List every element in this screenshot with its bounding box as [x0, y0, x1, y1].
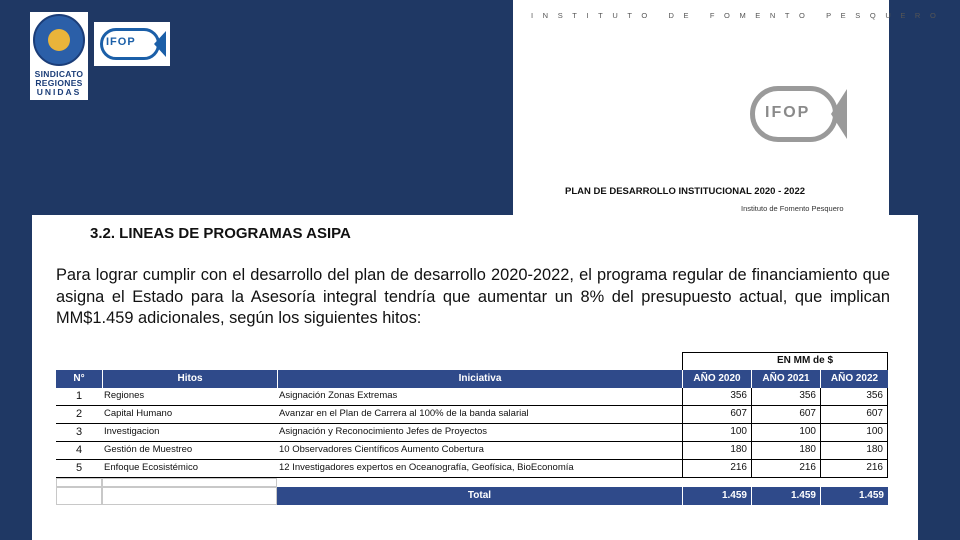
total-2021: 1.459: [751, 487, 820, 505]
row-2020: 180: [682, 442, 751, 460]
total-blank-n: [56, 487, 102, 505]
header-2020: AÑO 2020: [682, 370, 751, 388]
union-logo-line1: SINDICATO: [34, 69, 84, 79]
union-emblem-icon: [33, 14, 85, 66]
row-number: 1: [56, 388, 102, 406]
row-hito: Investigacion: [102, 424, 277, 442]
section-paragraph: Para lograr cumplir con el desarrollo del plan de desarrollo 2020-2022, el programa regular de financiamiento que asigna el Estado para la Asesoría integral tendría que aumentar un 8% del presupuesto actual, que implican MM$1.459 adicionales, según los siguientes hitos:: [56, 266, 890, 327]
row-hito: Enfoque Ecosistémico: [102, 460, 277, 478]
total-blank-hitos: [102, 487, 277, 505]
row-hito: Capital Humano: [102, 406, 277, 424]
header-n: N°: [56, 370, 102, 388]
row-2022: 216: [820, 460, 888, 478]
header-iniciativa: Iniciativa: [277, 370, 682, 388]
total-2020: 1.459: [682, 487, 751, 505]
cover-plan-title: PLAN DE DESARROLLO INSTITUCIONAL 2020 - 2022: [565, 186, 806, 197]
row-2022: 356: [820, 388, 888, 406]
row-number: 3: [56, 424, 102, 442]
plan-cover: [513, 0, 946, 215]
row-iniciativa: Asignación y Reconocimiento Jefes de Proyectos: [277, 424, 682, 442]
row-2021: 100: [751, 424, 820, 442]
ifop-logo-text: IFOP: [106, 36, 136, 48]
row-hito: Regiones: [102, 388, 277, 406]
total-2022: 1.459: [820, 487, 888, 505]
row-number: 2: [56, 406, 102, 424]
union-logo: [30, 12, 88, 100]
row-2021: 356: [751, 388, 820, 406]
row-2021: 180: [751, 442, 820, 460]
section-heading: 3.2. LINEAS DE PROGRAMAS ASIPA: [90, 225, 351, 242]
row-2022: 100: [820, 424, 888, 442]
cover-logo-text: IFOP: [765, 104, 811, 121]
header-2022: AÑO 2022: [820, 370, 888, 388]
group-header: EN MM de $: [682, 352, 888, 370]
row-iniciativa: Avanzar en el Plan de Carrera al 100% de la banda salarial: [277, 406, 682, 424]
row-hito: Gestión de Muestreo: [102, 442, 277, 460]
row-2022: 607: [820, 406, 888, 424]
cover-subtitle: Instituto de Fomento Pesquero: [741, 204, 844, 213]
row-iniciativa: Asignación Zonas Extremas: [277, 388, 682, 406]
row-2020: 356: [682, 388, 751, 406]
total-label: Total: [277, 487, 682, 505]
row-2022: 180: [820, 442, 888, 460]
row-iniciativa: 12 Investigadores expertos en Oceanografía, Geofísica, BioEconomía: [277, 460, 682, 478]
row-2021: 216: [751, 460, 820, 478]
row-2021: 607: [751, 406, 820, 424]
header-2021: AÑO 2021: [751, 370, 820, 388]
ifop-logo: [94, 22, 170, 66]
union-logo-line3: UNIDAS: [36, 87, 82, 97]
row-2020: 216: [682, 460, 751, 478]
row-number: 4: [56, 442, 102, 460]
row-2020: 100: [682, 424, 751, 442]
cover-institute: INSTITUTO DE FOMENTO PESQUERO: [531, 11, 946, 20]
row-iniciativa: 10 Observadores Científicos Aumento Cobertura: [277, 442, 682, 460]
header-hitos: Hitos: [102, 370, 277, 388]
row-2020: 607: [682, 406, 751, 424]
union-logo-line2: REGIONES: [35, 78, 83, 88]
row-number: 5: [56, 460, 102, 478]
